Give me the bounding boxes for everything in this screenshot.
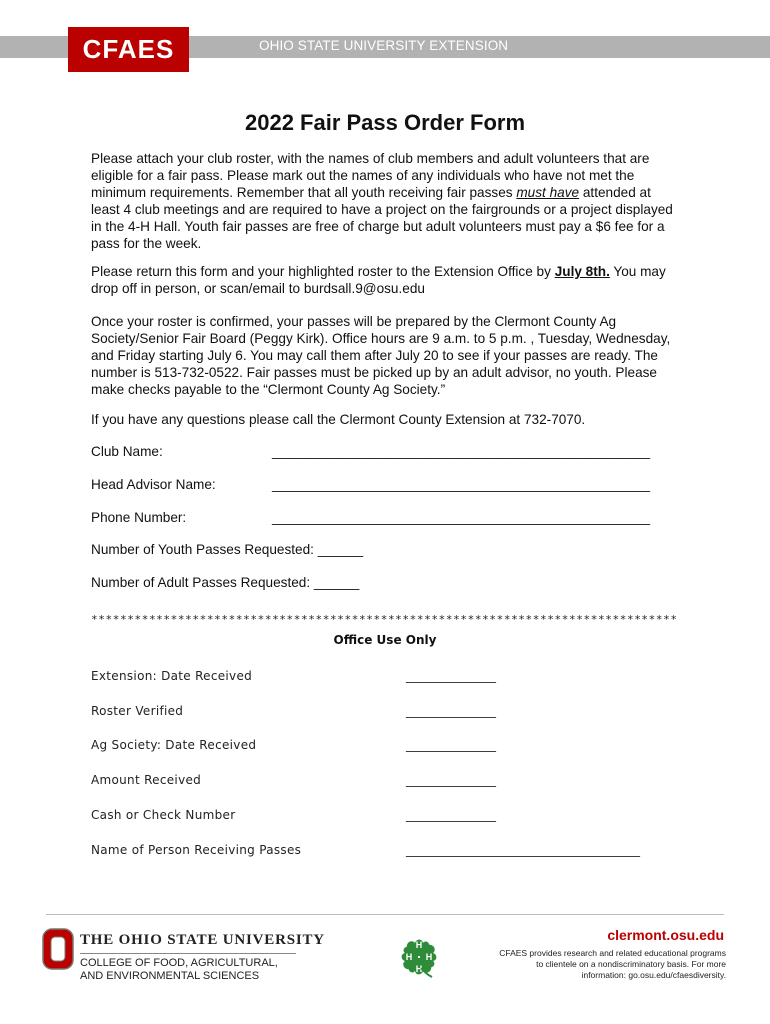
phone-field[interactable]: __________________________________________________ (272, 510, 651, 525)
deadline: July 8th. (554, 264, 610, 279)
college-line-1: COLLEGE OF FOOD, AGRICULTURAL, (80, 957, 278, 969)
return-paragraph: Please return this form and your highlighted roster to the Extension Office by July 8th. You may drop off in person, or scan/email to burdsall.9@osu.edu (91, 264, 666, 296)
office-field-cash-check[interactable]: _______________ (406, 808, 496, 822)
svg-text:H: H (415, 940, 423, 950)
cfaes-logo-text: CFAES (82, 34, 175, 64)
university-rule (80, 953, 296, 954)
head-advisor-field[interactable]: __________________________________________________ (272, 477, 651, 492)
block-o-icon (42, 928, 74, 970)
adult-passes-field[interactable]: Number of Adult Passes Requested: ______ (91, 575, 360, 590)
office-item-ag-society-date: Ag Society: Date Received (91, 738, 257, 752)
divider: ********************************************************************************* (91, 613, 678, 626)
office-item-date-received: Extension: Date Received (91, 669, 253, 683)
must-have-emphasis: must have (516, 185, 580, 200)
form-title: 2022 Fair Pass Order Form (244, 110, 526, 135)
office-item-cash-check: Cash or Check Number (91, 808, 236, 822)
office-field-roster-verified[interactable]: _______________ (406, 704, 496, 718)
office-item-amount-received: Amount Received (91, 773, 202, 787)
4-h-clover-icon (396, 934, 442, 980)
cfaes-logo (68, 27, 189, 72)
office-field-amount-received[interactable]: _______________ (406, 773, 496, 787)
confirm-paragraph: Once your roster is confirmed, your passes will be prepared by the Clermont County Ag Society/Senior Fair Board (Peggy Kirk). Office hours are 9 a.m. to 5 p.m. , Tuesday, Wednesday, and Friday starting July 6. You may call them after July 20 to see if your passes are ready. The number is 513-732-0522. Fair passes must be picked up by an adult advisor, no youth. Please make checks payable to the “Clermont County Ag Society.” (91, 314, 671, 397)
svg-text:H: H (415, 964, 423, 974)
header-subtitle: OHIO STATE UNIVERSITY EXTENSION (259, 38, 509, 53)
university-name: THE OHIO STATE UNIVERSITY (80, 932, 325, 948)
office-item-roster-verified: Roster Verified (91, 704, 184, 718)
club-name-field[interactable]: __________________________________________________ (272, 444, 651, 459)
club-name-label: Club Name: (91, 444, 163, 459)
college-line-2: AND ENVIRONMENTAL SCIENCES (80, 970, 260, 982)
office-field-person-receiving[interactable]: _______________________________________ (406, 843, 640, 857)
svg-text:H: H (405, 952, 413, 962)
footer-divider (46, 914, 724, 915)
office-field-ag-society-date[interactable]: _______________ (406, 738, 496, 752)
website-link[interactable]: clermont.osu.edu (607, 927, 724, 943)
phone-label: Phone Number: (91, 510, 187, 525)
head-advisor-label: Head Advisor Name: (91, 477, 216, 492)
nondiscrimination-statement: CFAES provides research and related educational programs to clientele on a nondiscriminatory basis. For more information: go.osu.edu/cfaesdiversity. (499, 948, 726, 980)
questions-paragraph: If you have any questions please call the Clermont County Extension at 732-7070. (91, 412, 586, 427)
office-use-title: Office Use Only (333, 633, 437, 647)
svg-text:H: H (425, 952, 433, 962)
office-field-date-received[interactable]: _______________ (406, 669, 496, 683)
office-item-person-receiving: Name of Person Receiving Passes (91, 843, 302, 857)
youth-passes-field[interactable]: Number of Youth Passes Requested: ______ (91, 542, 364, 557)
intro-paragraph: Please attach your club roster, with the names of club members and adult volunteers that are eligible for a fair pass. Please mark out the names of any individuals who have not met the minimum requirements. Remember that all youth receiving fair passes must have attended at least 4 club meetings and are required to have a project on the fairgrounds or a project displayed in the 4-H Hall. Youth fair passes are free of charge but adult volunteers must pay a $6 fee for a pass for the week. (91, 151, 673, 251)
